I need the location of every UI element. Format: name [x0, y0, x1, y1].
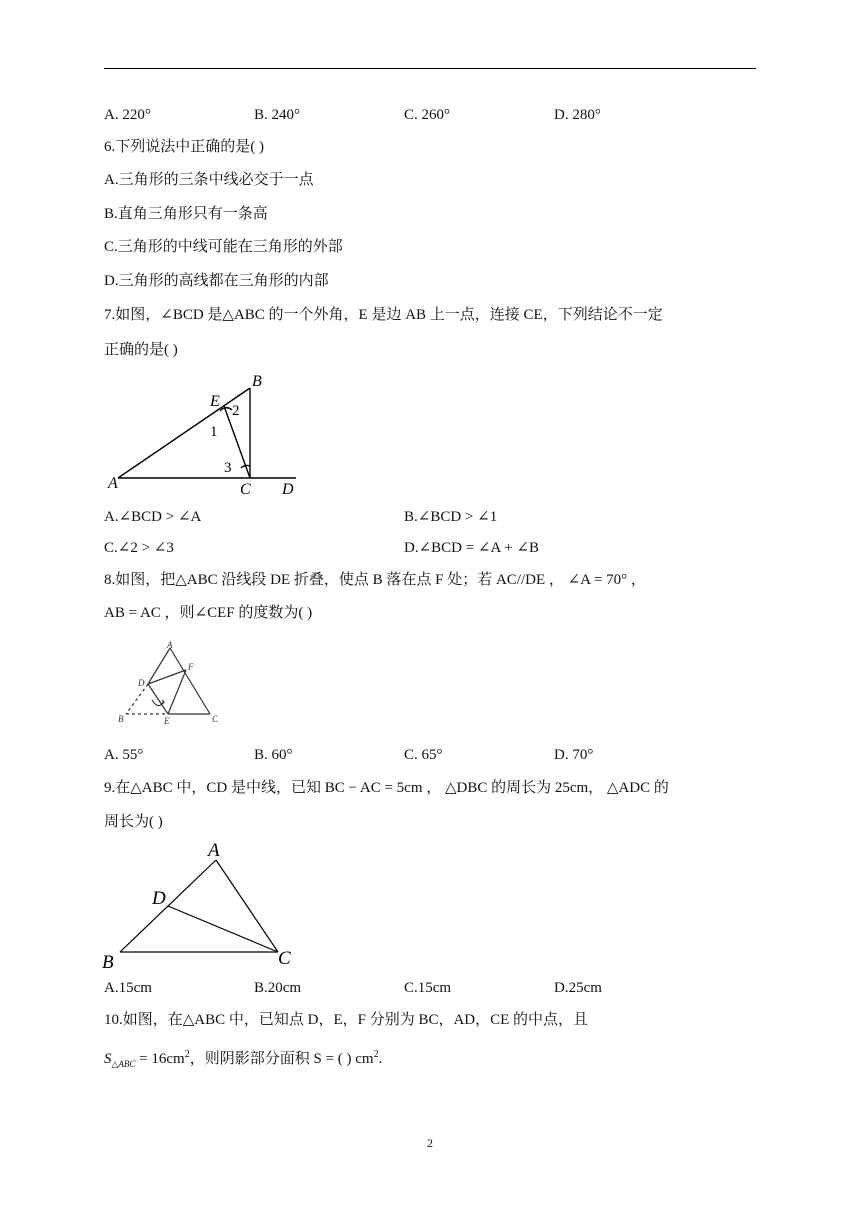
- q10-area-line: [104, 1045, 382, 1074]
- q10-area-symbol: S: [104, 1051, 112, 1067]
- q7-stem-line1: 7.如图，∠BCD 是△ABC 的一个外角，E 是边 AB 上一点，连接 CE，下列结论不一定: [104, 307, 663, 323]
- q7-label-c: C: [240, 481, 251, 498]
- q9-figure: [100, 838, 310, 973]
- q8-label-d: D: [138, 678, 145, 688]
- q9-option-d: D.25cm: [554, 980, 602, 996]
- q6-option-b: B.直角三角形只有一条高: [104, 206, 268, 222]
- q7-label-d: D: [282, 481, 294, 498]
- q8-option-d: D. 70°: [554, 747, 594, 763]
- q8-option-b: B. 60°: [254, 747, 293, 763]
- q6-stem: 6.下列说法中正确的是( ): [104, 139, 264, 155]
- q7-label-1: 1: [210, 424, 218, 440]
- q7-option-b: B.∠BCD > ∠1: [404, 509, 498, 525]
- q8-line-ac: [170, 648, 210, 714]
- q8-label-c: C: [212, 714, 219, 724]
- q8-line-de: [148, 684, 168, 714]
- q10-area-value: = 16cm: [139, 1051, 185, 1067]
- q9-line-dc: [168, 906, 278, 952]
- q5-option-c: C. 260°: [404, 107, 451, 123]
- q9-stem-line2: 周长为( ): [104, 814, 163, 830]
- q10-area-exp: 2: [184, 1049, 190, 1060]
- q9-option-a: A.15cm: [104, 980, 152, 996]
- q9-label-d: D: [152, 888, 166, 909]
- q7-label-3: 3: [224, 460, 232, 476]
- page-number: 2: [427, 1136, 433, 1150]
- q7-option-c: C.∠2 > ∠3: [104, 540, 174, 556]
- q9-label-c: C: [278, 948, 291, 969]
- q8-stem-line2: AB = AC ，则∠CEF 的度数为( ): [104, 605, 313, 621]
- q7-stem-line2: 正确的是( ): [104, 342, 178, 358]
- q8-line-fe: [168, 670, 186, 714]
- header-rule: [104, 68, 756, 69]
- q8-line-df: [148, 670, 186, 684]
- q10-area-tail: ，则阴影部分面积 S = ( ) cm: [189, 1051, 374, 1067]
- q8-label-a: A: [167, 640, 173, 650]
- q8-label-f: F: [188, 662, 194, 672]
- q6-option-d: D.三角形的高线都在三角形的内部: [104, 273, 329, 289]
- q8-label-e: E: [164, 716, 170, 726]
- q8-figure: [112, 640, 232, 730]
- q7-label-e: E: [210, 393, 220, 410]
- q10-area-end: .: [378, 1051, 383, 1067]
- q10-stem-line1: 10.如图，在△ABC 中，已知点 D，E，F 分别为 BC，AD，CE 的中点，且: [104, 1012, 589, 1028]
- q9-option-b: B.20cm: [254, 980, 302, 996]
- q7-label-2: 2: [232, 403, 240, 419]
- q7-figure: [104, 370, 304, 500]
- q9-line-ac: [216, 860, 278, 952]
- q7-label-b: B: [252, 373, 262, 390]
- q8-option-a: A. 55°: [104, 747, 144, 763]
- q5-option-a: A. 220°: [104, 107, 151, 123]
- q9-stem-line1: 9.在△ABC 中，CD 是中线，已知 BC − AC = 5cm ， △DBC 的周长为 25cm， △ADC 的: [104, 780, 669, 796]
- q8-stem-line1: 8.如图，把△ABC 沿线段 DE 折叠，使点 B 落在点 F 处；若 AC//DE ， ∠A = 70° ，: [104, 572, 646, 588]
- q7-option-a: A.∠BCD > ∠A: [104, 509, 202, 525]
- q8-label-b: B: [118, 714, 124, 724]
- q9-label-a: A: [208, 840, 220, 861]
- q8-line-ad: [148, 648, 170, 684]
- q10-area-subscript: △ABC: [111, 1059, 136, 1069]
- q5-option-b: B. 240°: [254, 107, 301, 123]
- q6-option-c: C.三角形的中线可能在三角形的外部: [104, 239, 343, 255]
- q5-option-d: D. 280°: [554, 107, 601, 123]
- q9-option-c: C.15cm: [404, 980, 452, 996]
- q10-area-tail-exp: 2: [373, 1049, 379, 1060]
- q7-option-d: D.∠BCD = ∠A + ∠B: [404, 540, 540, 556]
- q6-option-a: A.三角形的三条中线必交于一点: [104, 172, 314, 188]
- q9-label-b: B: [102, 952, 114, 973]
- q8-option-c: C. 65°: [404, 747, 443, 763]
- q8-dashed-db: [126, 684, 148, 714]
- q7-label-a: A: [108, 475, 118, 492]
